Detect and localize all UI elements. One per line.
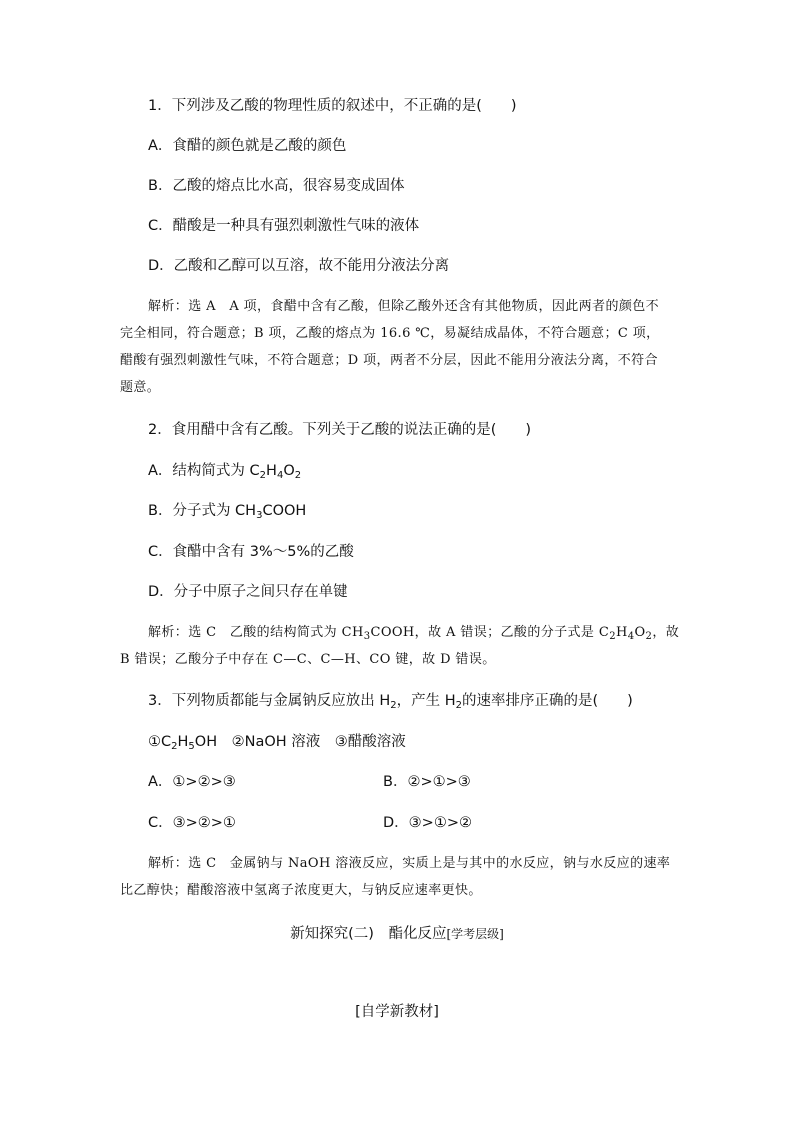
q2-option-b: B．分子式为 $CH_3COOH$: [148, 503, 307, 521]
q3-stem: 3．下列物质都能与金属钠反应放出 $H_2$，产生 $H_2$的速率排序正确的是( ): [148, 693, 633, 711]
q1-option-d: D．乙酸和乙醇可以互溶，故不能用分液法分离: [148, 258, 450, 274]
q3-option-d: D．③>①>②: [383, 815, 472, 831]
q3-analysis-line: 解析：选 C 金属钠与 NaOH 溶液反应，实质上是与其中的水反应，钠与水反应的速率: [148, 856, 671, 871]
q3-option-b: B．②>①>③: [383, 774, 471, 790]
q2-stem: 2．食用醋中含有乙酸。下列关于乙酸的说法正确的是( ): [148, 422, 532, 438]
q1-stem: 1．下列涉及乙酸的物理性质的叙述中，不正确的是( ): [148, 98, 517, 114]
q1-option-a: A．食醋的颜色就是乙酸的颜色: [148, 138, 347, 154]
subsection-heading: [自学新教材]: [355, 1004, 439, 1020]
q2-analysis-line: B 错误；乙酸分子中存在 C—C、C—H、CO 键，故 D 错误。: [120, 652, 496, 667]
q2-analysis-line: 解析：选 C 乙酸的结构简式为 $CH_3COOH$，故 A 错误；乙酸的分子式是 $C_2H_4O_2$，故: [148, 625, 680, 642]
q2-option-d: D．分子中原子之间只存在单键: [148, 584, 348, 600]
section-title: 新知探究(二) 酯化反应: [290, 926, 447, 942]
q1-analysis-line: 醋酸有强烈刺激性气味，不符合题意；D 项，两者不分层，因此不能用分液法分离，不符合: [120, 353, 658, 368]
q1-analysis-line: 完全相同，符合题意；B 项，乙酸的熔点为 16.6 ℃，易凝结成晶体，不符合题意；C 项，: [120, 326, 660, 341]
q3-items: $①C_2H_5OH$ ②NaOH 溶液 ③醋酸溶液: [148, 734, 406, 752]
q2-option-a: A．结构简式为 $C_2H_4O_2$: [148, 463, 302, 481]
q3-option-a: A．①>②>③: [148, 774, 236, 790]
q1-analysis-line: 题意。: [120, 380, 161, 395]
q2-option-c: C．食醋中含有 3%～5%的乙酸: [148, 544, 354, 560]
q3-analysis-line: 比乙醇快；醋酸溶液中氢离子浓度更大，与钠反应速率更快。: [120, 883, 482, 898]
q3-option-c: C．③>②>①: [148, 815, 236, 831]
q1-option-c: C．醋酸是一种具有强烈刺激性气味的液体: [148, 218, 420, 234]
q1-option-b: B．乙酸的熔点比水高，很容易变成固体: [148, 178, 405, 194]
section-tag: [学考层级]: [446, 927, 504, 941]
q1-analysis-line: 解析：选 A A 项，食醋中含有乙酸，但除乙酸外还含有其他物质，因此两者的颜色不: [148, 299, 660, 314]
section-heading: [0, 922, 794, 943]
